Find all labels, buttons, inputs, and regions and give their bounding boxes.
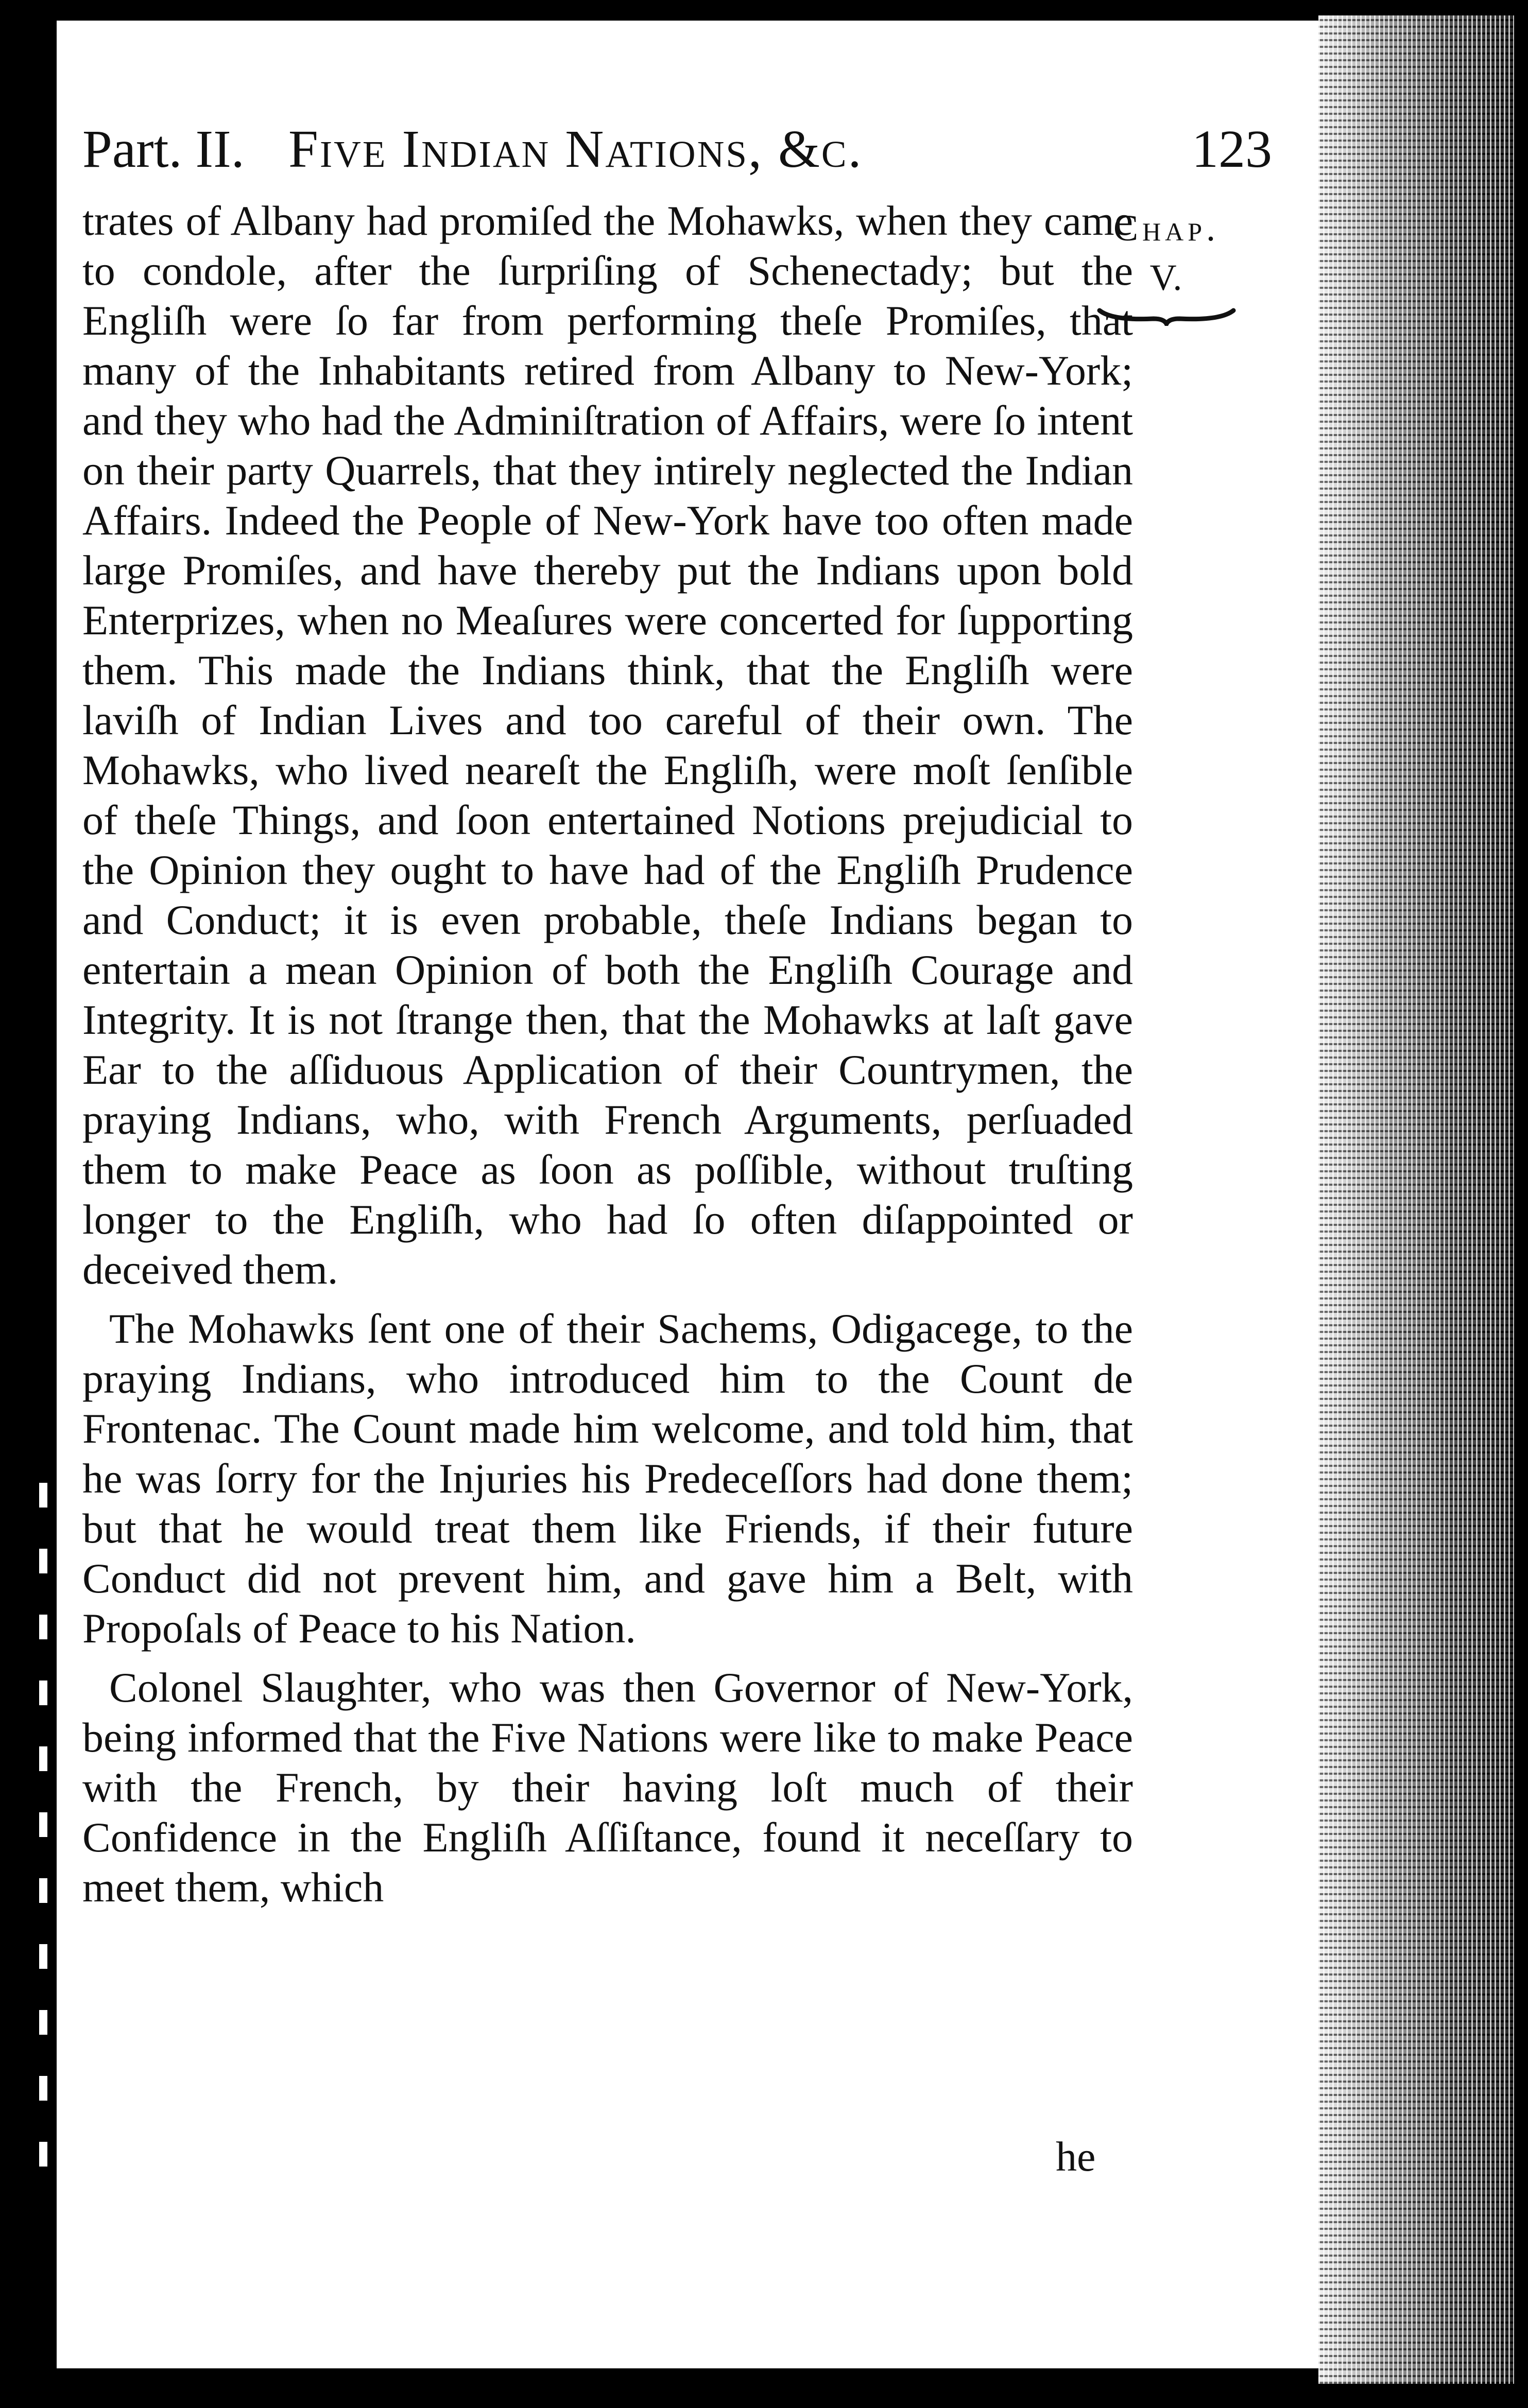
running-header bbox=[82, 111, 1272, 188]
part-label: Part. II. bbox=[82, 119, 245, 179]
page-number: 123 bbox=[1192, 119, 1272, 179]
edge-fragment bbox=[39, 1549, 47, 1573]
edge-fragment bbox=[39, 2076, 47, 2101]
edge-fragment bbox=[39, 1878, 47, 1903]
edge-fragment bbox=[39, 2142, 47, 2167]
left-page-edge bbox=[0, 0, 57, 2408]
catchword: he bbox=[1056, 2133, 1096, 2180]
edge-fragment bbox=[39, 1812, 47, 1837]
chapter-number: V. bbox=[1149, 257, 1183, 298]
paragraph: trates of Albany had promiſed the Mohawks, when they came to condole, after the ſurpriſing of Schenectady; but the Engliſh were ſo far from performing theſe Promiſes, that many of the Inhabitants retired from Albany to New-York; and they who had the Adminiſtration of Affairs, were ſo intent on their party Quarrels, that they intirely neglected the Indian Affairs. Indeed the People of New-York have too often made large Promiſes, and have thereby put the Indians upon bold Enterprizes, when no Meaſures were concerted for ſupporting them. This made the Indians think, that the Engliſh were laviſh of Indian Lives and too careful of their own. The Mohawks, who lived neareſt the Engliſh, were moſt ſenſible of theſe Things, and ſoon entertained Notions prejudicial to the Opinion they ought to have had of the Engliſh Prudence and Conduct; it is even probable, theſe Indians began to entertain a mean Opinion of both the Engliſh Courage and Integrity. It is not ſtrange then, that the Mohawks at laſt gave Ear to the aſſiduous Application of their Countrymen, the praying Indians, who, with French Arguments, perſuaded them to make Peace as ſoon as poſſible, without truſting longer to the Engliſh, who had ſo often diſappointed or deceived them. bbox=[82, 197, 1133, 1293]
adjacent-page-fragments bbox=[28, 1483, 54, 2208]
body-text bbox=[82, 196, 1133, 1912]
running-title: Five Indian Nations, &c. bbox=[288, 119, 863, 179]
edge-fragment bbox=[39, 1615, 47, 1639]
edge-fragment bbox=[39, 1746, 47, 1771]
paragraph: The Mohawks ſent one of their Sachems, Odigacege, to the praying Indians, who introduced him to the Count de Frontenac. The Count made him welcome, and told him, that he was ſorry for the Injuries his Predeceſſors had done them; but that he would treat them like Friends, if their future Conduct did not prevent him, and gave him a Belt, with Propoſals of Peace to his Nation. bbox=[82, 1305, 1133, 1652]
edge-fragment bbox=[39, 1483, 47, 1508]
edge-fragment bbox=[39, 1681, 47, 1705]
edge-fragment bbox=[39, 2010, 47, 2035]
page-fore-edge bbox=[1318, 15, 1514, 2384]
edge-fragment bbox=[39, 1944, 47, 1969]
paragraph: Colonel Slaughter, who was then Governor of New-York, being informed that the Five Nations were like to make Peace with the French, by their having loſt much of their Confidence in the Engliſh Aſſiſtance, found it neceſſary to meet them, which bbox=[82, 1664, 1133, 1911]
chapter-label: Chap. bbox=[1113, 207, 1220, 249]
